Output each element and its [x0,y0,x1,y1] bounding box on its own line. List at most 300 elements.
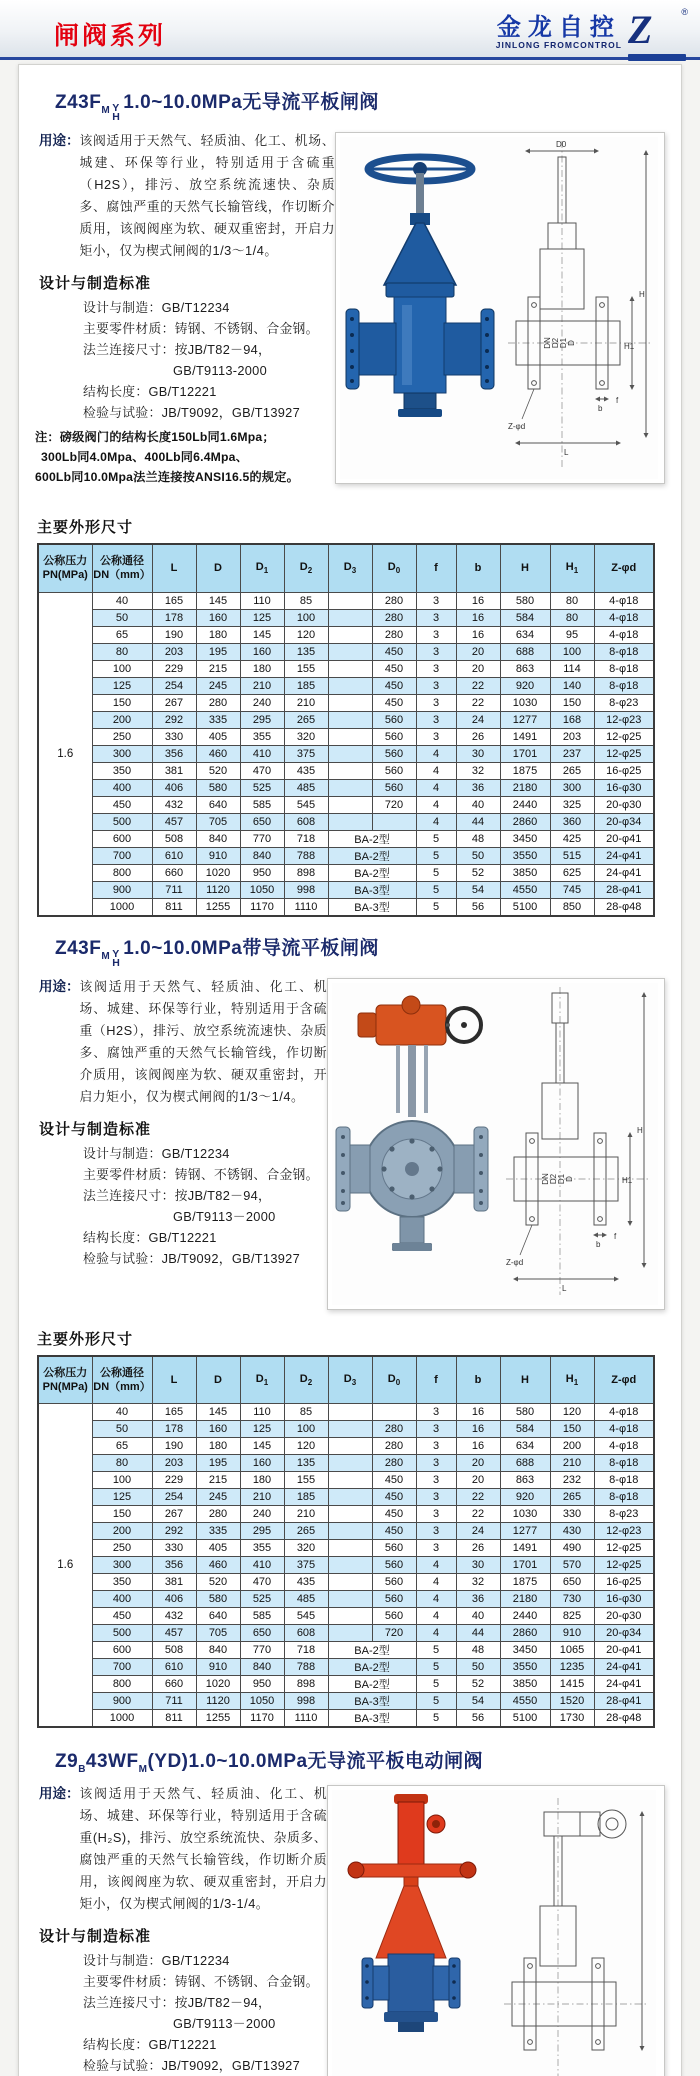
table-cell: 292 [152,711,196,728]
table-cell: 20-φ41 [594,830,654,847]
table-row [38,1540,654,1557]
table-cell: 30 [456,1557,500,1574]
note-paragraph: 注：磅级阀门的结构长度150Lb同1.6Mpa； 300Lb同4.0Mpa、400Lb同6.4Mpa、 600Lb同10.0Mpa法兰连接按ANSI16.5的规定。 [35,430,300,484]
column-header: L [152,544,196,592]
table-cell: 898 [284,864,328,881]
table-cell: 28-φ41 [594,881,654,898]
table-cell: 195 [196,643,240,660]
table-cell: 4-φ18 [594,1404,654,1421]
table-cell [328,1557,372,1574]
table-row [38,1574,654,1591]
table-cell: 800 [92,864,152,881]
table-cell: 250 [92,1540,152,1557]
table-cell: 80 [550,592,594,609]
table-cell: 240 [240,1506,284,1523]
table-cell: 450 [372,1523,416,1540]
table-cell: 265 [550,1489,594,1506]
table-cell: 1050 [240,1693,284,1710]
table-cell [328,796,372,813]
table-cell: 178 [152,609,196,626]
table-cell: 705 [196,813,240,830]
table-cell: 145 [240,626,284,643]
table-cell: 585 [240,796,284,813]
table-cell: 355 [240,728,284,745]
table-cell: 700 [92,847,152,864]
table-cell [372,813,416,830]
table-cell: 1050 [240,881,284,898]
table-cell [328,1574,372,1591]
table-cell: 450 [372,677,416,694]
table-cell: 5 [416,1710,456,1728]
table-cell: 432 [152,1608,196,1625]
table-row [38,1523,654,1540]
table-cell [328,1438,372,1455]
table-cell: 56 [456,898,500,916]
table-row [38,779,654,796]
table-row [38,1472,654,1489]
pn-value-cell: 1.6 [38,592,92,916]
column-header: Z-φd [594,1356,654,1404]
table-cell: 450 [372,1472,416,1489]
table-cell: 910 [196,847,240,864]
table-cell: 525 [240,779,284,796]
table-cell: BA-3型 [328,881,416,898]
table-cell: 210 [550,1455,594,1472]
table-cell: 40 [92,592,152,609]
table-row [38,609,654,626]
table-cell: 660 [152,864,196,881]
usage-label: 用途： [39,978,80,994]
table-cell: 16-φ30 [594,779,654,796]
product-title: $Z43F_M$ Y H 1.0~10.0MPa无导流平板闸阀 [55,92,379,123]
table-cell [328,745,372,762]
column-header: $H_1$ [550,544,594,592]
table-cell: 1000 [92,1710,152,1728]
usage-label: 用途： [39,133,80,148]
table-cell: 245 [196,677,240,694]
table-cell: 16 [456,1421,500,1438]
table-cell: 560 [372,1591,416,1608]
table-row [38,796,654,813]
table-cell: 811 [152,1710,196,1728]
usage-text: 该阀适用于天然气、轻质油、化工、机场、城建、环保等行业，特别适用于含硫重（H2S），排污、放空系统流速快、杂质多、腐蚀严重的天然气长输管线，作切断介质用，该阀阀座为软、硬双重密封，开启力矩小，仅为楔式闸阀的1/3～1/4。 [79,978,327,1104]
table-cell: 1701 [500,745,550,762]
table-cell: 356 [152,1557,196,1574]
svg-text:D1: D1 [559,337,568,349]
table-cell: 24-φ41 [594,864,654,881]
table-cell: 80 [550,609,594,626]
table-cell: 720 [372,796,416,813]
table-cell: 460 [196,745,240,762]
table-cell: 585 [240,1608,284,1625]
standard-line: 结构长度：GB/T12221 [83,384,217,399]
table-cell: 22 [456,694,500,711]
table-cell: 160 [240,1455,284,1472]
valve-dimension-drawing [498,983,658,1305]
table-cell: 150 [92,1506,152,1523]
table-cell: 3 [416,592,456,609]
table-cell: 840 [240,847,284,864]
table-cell: 584 [500,1421,550,1438]
svg-text:D2: D2 [551,337,560,349]
table-cell: 950 [240,1676,284,1693]
usage-paragraph [39,130,335,262]
table-cell: 4-φ18 [594,609,654,626]
table-cell: 432 [152,796,196,813]
table-cell: 8-φ18 [594,1455,654,1472]
table-cell: 560 [372,745,416,762]
table-cell: BA-2型 [328,864,416,881]
table-cell: 2860 [500,813,550,830]
table-cell: 1020 [196,864,240,881]
table-cell: 4 [416,745,456,762]
table-cell: BA-3型 [328,898,416,916]
table-cell: 560 [372,762,416,779]
standard-line: 主要零件材质：铸钢、不锈钢、合金钢。 [83,1973,319,1989]
table-cell: 375 [284,745,328,762]
table-cell: 210 [284,694,328,711]
table-row [38,813,654,830]
table-cell: 180 [196,1438,240,1455]
table-row [38,694,654,711]
registered-mark: ® [681,6,688,17]
table-cell: 295 [240,711,284,728]
table-cell: 355 [240,1540,284,1557]
table-cell: 3 [416,711,456,728]
table-cell: 1110 [284,898,328,916]
table-cell: 640 [196,1608,240,1625]
table-cell: 145 [240,1438,284,1455]
column-header: Z-φd [594,544,654,592]
table-cell: 910 [550,1625,594,1642]
table-row [38,1642,654,1659]
table-cell: 5100 [500,898,550,916]
table-cell [328,1506,372,1523]
table-cell: 280 [196,694,240,711]
table-cell: 863 [500,1472,550,1489]
table-cell: 508 [152,830,196,847]
table-cell: 135 [284,1455,328,1472]
table-cell: 3850 [500,1676,550,1693]
table-cell [328,1540,372,1557]
table-cell: 200 [92,1523,152,1540]
table-cell: BA-3型 [328,1693,416,1710]
table-cell: 5 [416,1676,456,1693]
table-cell: 3550 [500,847,550,864]
table-cell: 560 [372,711,416,728]
table-cell [328,779,372,796]
table-cell: 22 [456,1489,500,1506]
table-cell: 840 [240,1659,284,1676]
table-cell: 580 [196,1591,240,1608]
table-cell: 267 [152,694,196,711]
table-cell: 12-φ25 [594,1540,654,1557]
table-cell: 580 [500,1404,550,1421]
table-cell: 1255 [196,898,240,916]
table-cell: 2180 [500,1591,550,1608]
table-cell: 608 [284,813,328,830]
usage-text: 该阀适用于天然气、轻质油、化工、机场、城建、环保等行业，特别适用于含硫重(H₂S)，排污、放空系统流快、杂质多、腐蚀严重的天然气长输管线，作切断介质用，该阀阀座为软、硬双重密封，开启力矩小，仅为楔式闸阀的1/3-1/4。 [79,1785,327,1911]
column-header: $D_3$ [328,1356,372,1404]
table-cell: 1170 [240,898,284,916]
table-cell: 5 [416,847,456,864]
table-cell: 24-φ41 [594,1659,654,1676]
svg-text:D1: D1 [557,1173,566,1184]
table-row [38,1506,654,1523]
table-cell: 52 [456,1676,500,1693]
table-cell: 4 [416,1625,456,1642]
table-cell: 125 [92,1489,152,1506]
table-cell: 295 [240,1523,284,1540]
standards-list [35,1143,327,1269]
table-cell: 28-φ41 [594,1693,654,1710]
table-cell: 1120 [196,1693,240,1710]
table-row [38,830,654,847]
table-cell: 254 [152,677,196,694]
table-cell: 770 [240,830,284,847]
table-cell: 185 [284,677,328,694]
table-cell: BA-2型 [328,847,416,864]
column-header: f [416,544,456,592]
table-cell: 1170 [240,1710,284,1728]
gate-valve-photo [340,137,500,479]
table-cell: 515 [550,847,594,864]
table-row [38,898,654,916]
column-header: $D_1$ [240,1356,284,1404]
table-cell: 265 [550,762,594,779]
table-cell: 114 [550,660,594,677]
table-cell: 405 [196,728,240,745]
product-title: $Z9_B43WF_M(YD)1.0\sim 10.0MPa$无导流平板电动闸阀 [55,1751,484,1775]
table-cell: 3 [416,1404,456,1421]
table-cell: 360 [550,813,594,830]
table-cell: 203 [152,1455,196,1472]
table-cell: 840 [196,1642,240,1659]
table-cell: 3 [416,1438,456,1455]
table-cell: 300 [92,745,152,762]
table-row [38,847,654,864]
table-cell: 450 [92,1608,152,1625]
table-cell: 3 [416,643,456,660]
standard-line: 设计与制造：GB/T12234 [83,300,230,315]
table-cell: 20-φ34 [594,813,654,830]
table-cell: 320 [284,1540,328,1557]
table-cell [328,762,372,779]
table-row [38,762,654,779]
pn-value-cell: 1.6 [38,1404,92,1728]
table-cell: 195 [196,1455,240,1472]
table-cell: 825 [550,1608,594,1625]
table-cell: 4 [416,1574,456,1591]
table-cell: 700 [92,1659,152,1676]
table-cell: 125 [92,677,152,694]
table-cell: 400 [92,1591,152,1608]
table-cell: 3450 [500,830,550,847]
table-cell: 36 [456,1591,500,1608]
table-cell: 237 [550,745,594,762]
table-cell: 210 [240,1489,284,1506]
table-cell [328,1404,372,1421]
table-cell: 100 [92,660,152,677]
table-cell: 660 [152,1676,196,1693]
table-cell: 36 [456,779,500,796]
svg-text:H1: H1 [622,1175,633,1185]
table-cell: 1020 [196,1676,240,1693]
section-z9b43-electric [35,1746,665,2076]
table-cell: 300 [550,779,594,796]
dimensions-heading: 主要外形尺寸 [37,1330,134,1348]
table-cell: 160 [240,643,284,660]
table-cell: 705 [196,1625,240,1642]
standard-line: 设计与制造：GB/T12234 [83,1952,230,1968]
table-cell: 28-φ48 [594,1710,654,1728]
table-cell: 718 [284,830,328,847]
table-cell: 330 [550,1506,594,1523]
table-cell: 16-φ30 [594,1591,654,1608]
table-cell: 3 [416,694,456,711]
table-cell: 330 [152,728,196,745]
standard-line: 结构长度：GB/T12221 [83,2036,217,2052]
svg-text:L: L [564,448,569,457]
svg-text:D2: D2 [549,1173,558,1184]
table-cell: 3 [416,1455,456,1472]
table-cell: 406 [152,1591,196,1608]
table-cell: 22 [456,677,500,694]
svg-text:H: H [639,290,645,299]
standards-heading: 设计与制造标准 [39,275,152,292]
table-row [38,1659,654,1676]
section-z43f-no-diversion [35,87,665,917]
usage-paragraph [39,1783,327,1915]
table-cell: 450 [372,1506,416,1523]
table-cell: 24-φ41 [594,1676,654,1693]
table-cell: 125 [240,1421,284,1438]
table-cell: 180 [240,1472,284,1489]
table-cell: 470 [240,762,284,779]
table-cell: 560 [372,728,416,745]
svg-text:Z-φd: Z-φd [508,422,526,431]
table-cell: 135 [284,643,328,660]
table-cell: 26 [456,728,500,745]
table-cell: 160 [196,1421,240,1438]
column-header: $D_0$ [372,1356,416,1404]
table-cell: 52 [456,864,500,881]
table-cell: 20 [456,1472,500,1489]
table-cell: 4 [416,796,456,813]
standards-heading: 设计与制造标准 [39,1120,152,1138]
table-cell: 140 [550,677,594,694]
table-cell: 160 [196,609,240,626]
svg-text:D0: D0 [556,140,567,149]
table-cell: 5 [416,881,456,898]
table-row [38,660,654,677]
column-header: $D_3$ [328,544,372,592]
table-cell: 168 [550,711,594,728]
valve-dimension-drawing [500,137,658,479]
table-cell: 5 [416,830,456,847]
table-cell: 840 [196,830,240,847]
table-cell: 3 [416,626,456,643]
z-logo-icon: Z ® [628,11,686,55]
table-cell: 22 [456,1506,500,1523]
table-row [38,728,654,745]
table-cell: 120 [550,1404,594,1421]
table-cell: 430 [550,1523,594,1540]
table-cell [372,1404,416,1421]
table-cell: 32 [456,1574,500,1591]
table-cell: 1030 [500,694,550,711]
table-cell: 44 [456,813,500,830]
table-cell: 4550 [500,1693,550,1710]
table-cell: 215 [196,1472,240,1489]
standard-line: 检验与试验：JB/T9092，GB/T13927 [83,1250,300,1266]
table-cell: 788 [284,1659,328,1676]
table-row [38,677,654,694]
table-cell [328,694,372,711]
standard-line: 法兰连接尺寸：按JB/T82－94， [83,1994,272,2010]
table-cell: 50 [92,1421,152,1438]
table-cell: 435 [284,1574,328,1591]
table-cell [328,1608,372,1625]
table-header-row [38,1356,654,1404]
table-cell: 280 [372,1455,416,1472]
table-cell: 280 [372,1421,416,1438]
table-cell: 1491 [500,728,550,745]
column-header: $D_1$ [240,544,284,592]
table-cell: 500 [92,1625,152,1642]
series-title: 闸阀系列 [54,21,167,50]
column-header: 公称压力 PN(MPa) [38,544,92,592]
table-cell: 20-φ34 [594,1625,654,1642]
table-cell [328,1591,372,1608]
table-cell: 457 [152,813,196,830]
section-z43f-with-diversion [35,933,665,1729]
table-cell: 8-φ23 [594,694,654,711]
table-cell: 65 [92,626,152,643]
table-cell: 410 [240,1557,284,1574]
table-cell: BA-2型 [328,1659,416,1676]
table-cell: 3550 [500,1659,550,1676]
table-cell: 850 [550,898,594,916]
brand-name-cn: 金龙自控 [496,13,621,41]
table-cell: 280 [372,592,416,609]
table-cell: 100 [284,1421,328,1438]
table-cell: 1520 [550,1693,594,1710]
table-cell: 150 [550,1421,594,1438]
table-cell: 20-φ41 [594,1642,654,1659]
table-cell: 1730 [550,1710,594,1728]
table-cell: 120 [284,626,328,643]
table-cell: 292 [152,1523,196,1540]
table-cell [328,728,372,745]
table-cell: 688 [500,1455,550,1472]
svg-text:D: D [565,1175,574,1182]
column-header: f [416,1356,456,1404]
table-cell: 24-φ41 [594,847,654,864]
table-row [38,1438,654,1455]
table-cell: 16 [456,1404,500,1421]
table-cell: 44 [456,1625,500,1642]
column-header: D [196,1356,240,1404]
table-cell: 400 [92,779,152,796]
svg-text:H1: H1 [624,342,635,351]
table-cell: 8-φ18 [594,660,654,677]
table-cell: 1030 [500,1506,550,1523]
usage-label: 用途： [39,1785,80,1801]
table-cell: 634 [500,1438,550,1455]
svg-text:Z-φd: Z-φd [506,1257,524,1267]
table-cell: 20 [456,643,500,660]
